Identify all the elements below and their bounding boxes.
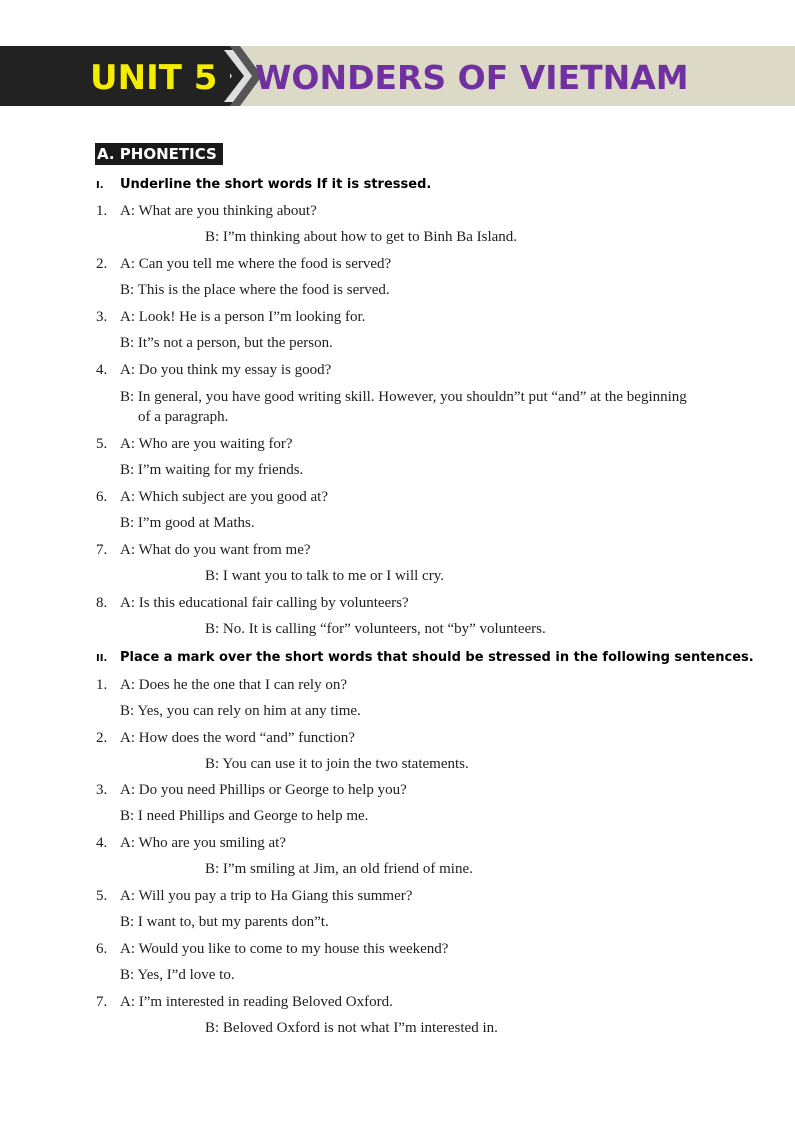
line-b: B: This is the place where the food is served. bbox=[120, 282, 390, 298]
line-b-continued: of a paragraph. bbox=[138, 409, 229, 425]
line-a: A: Can you tell me where the food is served? bbox=[120, 256, 392, 272]
line-a: A: Would you like to come to my house this weekend? bbox=[120, 941, 449, 957]
exercise-instruction: Place a mark over the short words that should be stressed in the following sentences. bbox=[120, 650, 754, 665]
line-b: B: No. It is calling “for” volunteers, not “by” volunteers. bbox=[205, 621, 546, 637]
item-number: 1. bbox=[96, 203, 108, 219]
exercise-number: II. bbox=[96, 653, 108, 664]
line-a: A: Is this educational fair calling by volunteers? bbox=[120, 595, 409, 611]
line-a: A: Does he the one that I can rely on? bbox=[120, 677, 347, 693]
line-a: A: Do you need Phillips or George to help you? bbox=[120, 782, 407, 798]
unit-title: WONDERS OF VIETNAM bbox=[255, 58, 689, 97]
item-number: 4. bbox=[96, 362, 108, 378]
line-a: A: I”m interested in reading Beloved Oxford. bbox=[120, 994, 393, 1010]
line-b: B: It”s not a person, but the person. bbox=[120, 335, 333, 351]
line-b: B: In general, you have good writing skill. However, you shouldn”t put “and” at the beginning bbox=[120, 389, 687, 405]
line-a: A: Who are you smiling at? bbox=[120, 835, 286, 851]
line-b: B: Yes, you can rely on him at any time. bbox=[120, 703, 361, 719]
line-b: B: I want to, but my parents don”t. bbox=[120, 914, 329, 930]
item-number: 4. bbox=[96, 835, 108, 851]
line-a: A: Look! He is a person I”m looking for. bbox=[120, 309, 366, 325]
item-number: 6. bbox=[96, 489, 108, 505]
line-b: B: I”m good at Maths. bbox=[120, 515, 255, 531]
unit-banner bbox=[0, 46, 795, 106]
line-a: A: What are you thinking about? bbox=[120, 203, 317, 219]
item-number: 5. bbox=[96, 888, 108, 904]
line-b: B: I”m thinking about how to get to Binh Ba Island. bbox=[205, 229, 518, 245]
line-b: B: I need Phillips and George to help me. bbox=[120, 808, 369, 824]
line-b: B: Beloved Oxford is not what I”m interested in. bbox=[205, 1020, 498, 1036]
item-number: 3. bbox=[96, 309, 108, 325]
line-b: B: I want you to talk to me or I will cry. bbox=[205, 568, 444, 584]
exercise-heading-2 bbox=[96, 650, 754, 665]
item-number: 6. bbox=[96, 941, 108, 957]
item-number: 2. bbox=[96, 730, 108, 746]
item-number: 7. bbox=[96, 994, 108, 1010]
line-b: B: You can use it to join the two statements. bbox=[205, 756, 469, 772]
line-a: A: Which subject are you good at? bbox=[120, 489, 328, 505]
item-number: 8. bbox=[96, 595, 108, 611]
item-number: 5. bbox=[96, 436, 108, 452]
exercise-instruction: Underline the short words If it is stressed. bbox=[120, 177, 432, 192]
line-a: A: Do you think my essay is good? bbox=[120, 362, 332, 378]
line-a: A: Who are you waiting for? bbox=[120, 436, 293, 452]
item-number: 3. bbox=[96, 782, 108, 798]
line-b: B: I”m waiting for my friends. bbox=[120, 462, 304, 478]
unit-label: UNIT 5 bbox=[90, 58, 218, 98]
exercise-heading-1 bbox=[96, 177, 431, 192]
item-number: 1. bbox=[96, 677, 108, 693]
line-b: B: Yes, I”d love to. bbox=[120, 967, 235, 983]
line-a: A: What do you want from me? bbox=[120, 542, 311, 558]
section-heading: A. PHONETICS bbox=[95, 143, 223, 165]
line-a: A: Will you pay a trip to Ha Giang this summer? bbox=[120, 888, 413, 904]
line-a: A: How does the word “and” function? bbox=[120, 730, 355, 746]
line-b: B: I”m smiling at Jim, an old friend of mine. bbox=[205, 861, 473, 877]
item-number: 2. bbox=[96, 256, 108, 272]
exercise-number: I. bbox=[96, 180, 104, 191]
item-number: 7. bbox=[96, 542, 108, 558]
